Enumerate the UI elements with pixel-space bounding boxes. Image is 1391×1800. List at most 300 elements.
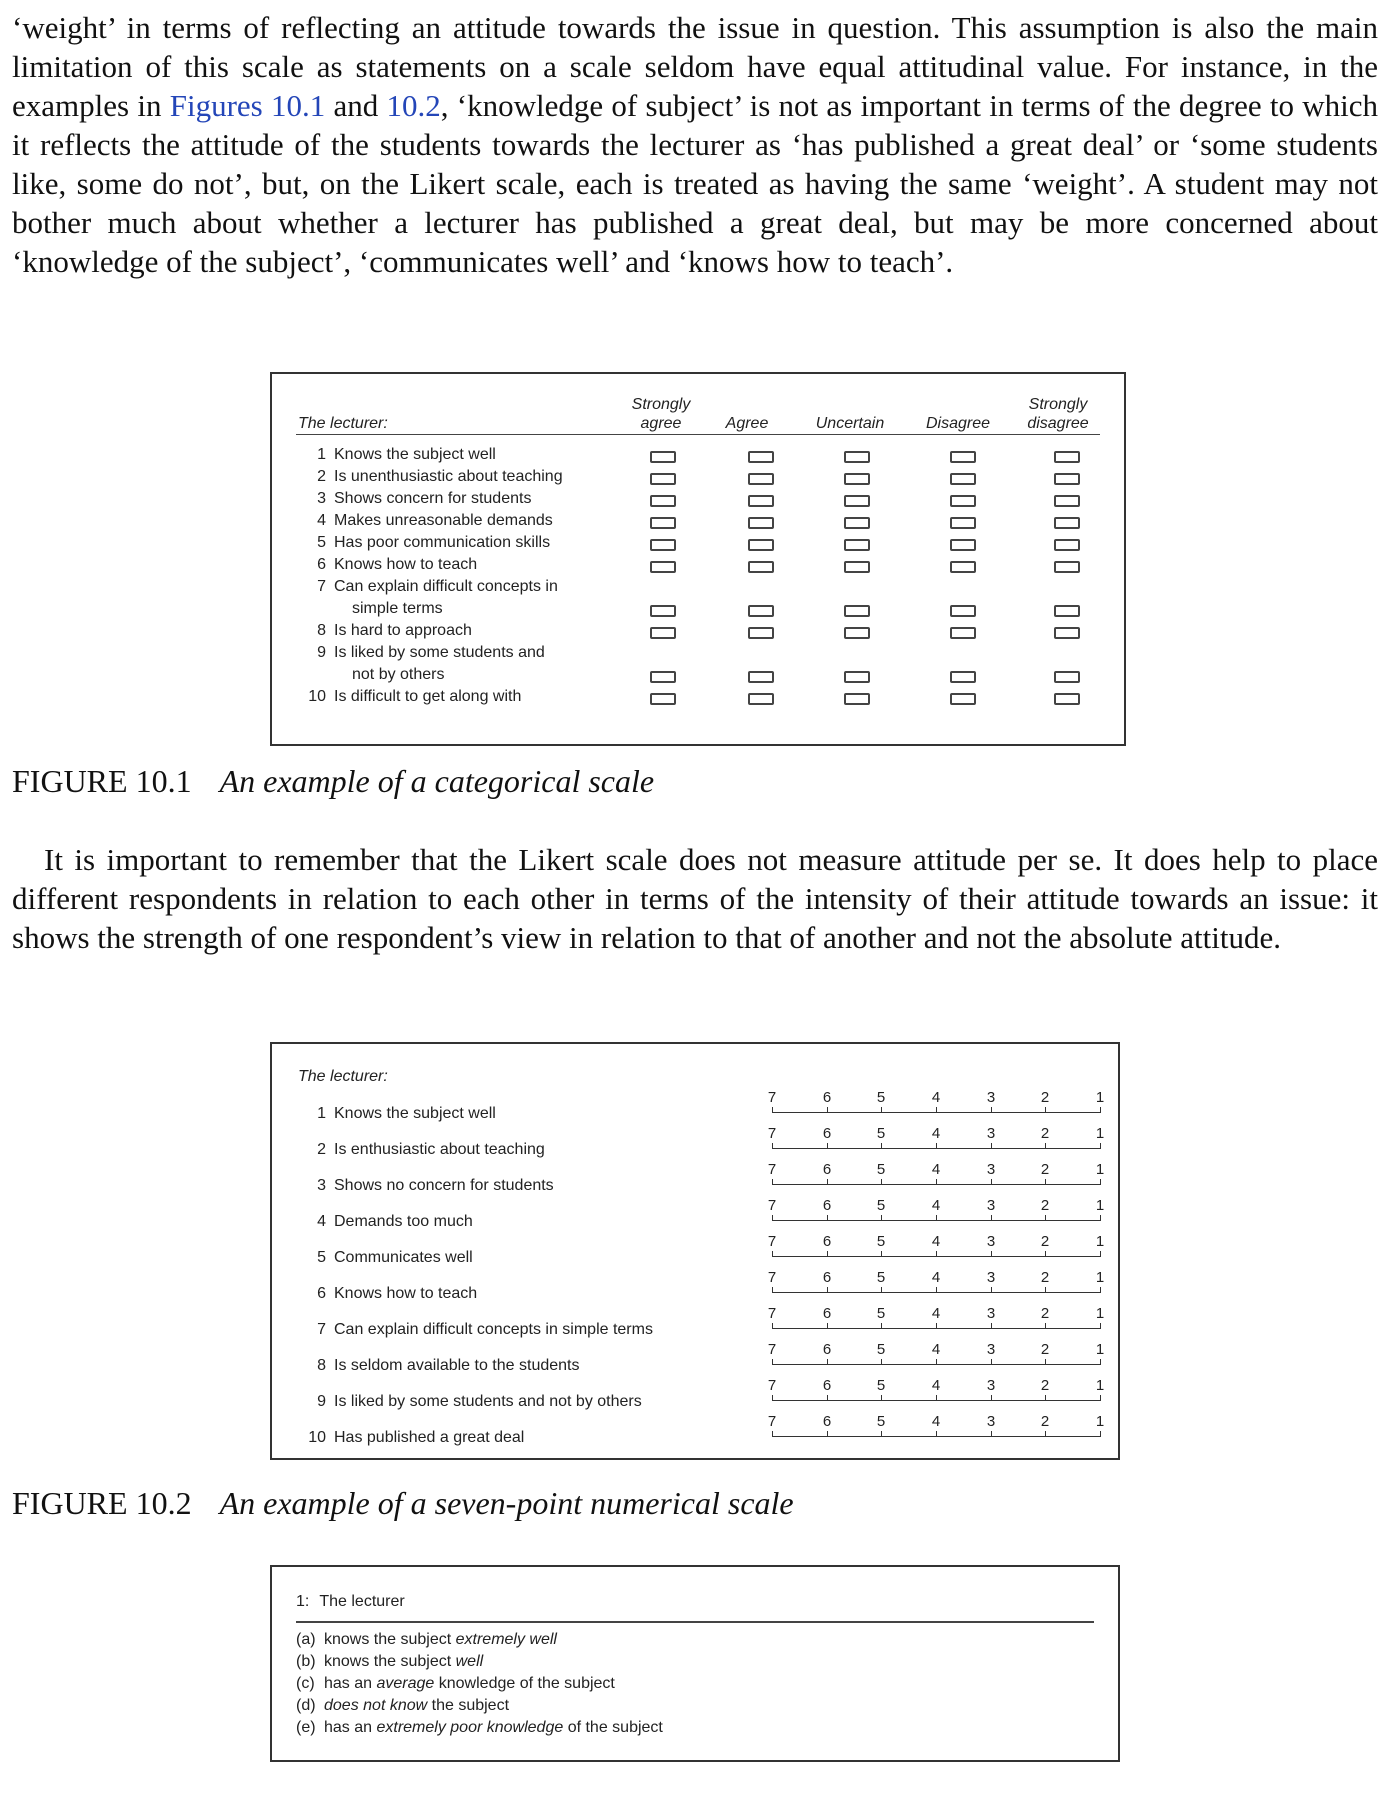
option-text: has an: [324, 1675, 377, 1692]
statement-text: Can explain difficult concepts in simple terms: [334, 1321, 653, 1338]
figure-multiple-choice-scale: [270, 1565, 1120, 1762]
statement-item: [304, 532, 550, 554]
statement-text: Is unenthusiastic about teaching: [334, 468, 563, 485]
statement-item: [304, 554, 477, 576]
scale-value-label: 3: [986, 1089, 996, 1106]
statement-text: Is hard to approach: [334, 622, 472, 639]
scale-value-label: 6: [822, 1089, 832, 1106]
rating-scale: [767, 1341, 1105, 1372]
scale-tick[interactable]: [991, 1251, 992, 1257]
answer-option[interactable]: [296, 1717, 663, 1739]
scale-value-label: 3: [986, 1161, 996, 1178]
scale-value-label: 7: [767, 1125, 777, 1142]
statement-number: 3: [317, 490, 326, 507]
scale-value-label: 1: [1095, 1305, 1105, 1322]
scale-tick[interactable]: [881, 1179, 882, 1185]
scale-value-label: 5: [876, 1089, 886, 1106]
scale-tick[interactable]: [1045, 1251, 1046, 1257]
statement-item: [304, 576, 558, 620]
response-checkbox[interactable]: [1054, 495, 1080, 507]
scale-tick[interactable]: [772, 1431, 773, 1437]
response-checkbox[interactable]: [950, 693, 976, 705]
scale-value-label: 7: [767, 1161, 777, 1178]
column-header: [611, 395, 711, 433]
rating-scale: [767, 1305, 1105, 1336]
scale-tick[interactable]: [772, 1395, 773, 1401]
statement-text: Has poor communication skills: [334, 534, 551, 551]
scale-tick[interactable]: [1045, 1215, 1046, 1221]
column-header-line2: Agree: [725, 415, 769, 432]
response-checkbox[interactable]: [1054, 451, 1080, 463]
statement-text: Is difficult to get along with: [334, 688, 522, 705]
rating-scale: [767, 1089, 1105, 1120]
scale-value-label: 5: [876, 1377, 886, 1394]
scale-tick[interactable]: [772, 1359, 773, 1365]
scale-tick[interactable]: [936, 1287, 937, 1293]
response-checkbox[interactable]: [748, 517, 774, 529]
scale-value-label: 1: [1095, 1233, 1105, 1250]
scale-value-label: 4: [931, 1341, 941, 1358]
scale-tick[interactable]: [1100, 1107, 1101, 1113]
scale-value-label: 6: [822, 1305, 832, 1322]
statement-number: 5: [317, 1249, 326, 1266]
option-text: knowledge of the subject: [434, 1675, 615, 1692]
option-text: has an: [324, 1719, 377, 1736]
scale-tick[interactable]: [881, 1287, 882, 1293]
scale-tick[interactable]: [991, 1215, 992, 1221]
response-checkbox[interactable]: [844, 671, 870, 683]
scale-tick[interactable]: [1100, 1143, 1101, 1149]
rating-scale: [767, 1269, 1105, 1300]
response-checkbox[interactable]: [1054, 627, 1080, 639]
scale-value-label: 6: [822, 1377, 832, 1394]
scale-value-label: 3: [986, 1377, 996, 1394]
rating-scale: [767, 1233, 1105, 1264]
statement-number: 4: [317, 512, 326, 529]
option-letter: (d): [296, 1697, 316, 1714]
scale-tick[interactable]: [881, 1395, 882, 1401]
scale-tick[interactable]: [881, 1215, 882, 1221]
statement-item: [304, 444, 496, 466]
scale-value-label: 1: [1095, 1161, 1105, 1178]
response-checkbox[interactable]: [950, 451, 976, 463]
scale-tick[interactable]: [772, 1323, 773, 1329]
statement-text: Knows the subject well: [334, 1105, 496, 1122]
response-checkbox[interactable]: [1054, 693, 1080, 705]
scale-value-label: 5: [876, 1305, 886, 1322]
response-checkbox[interactable]: [748, 671, 774, 683]
scale-value-label: 7: [767, 1197, 777, 1214]
scale-tick[interactable]: [827, 1251, 828, 1257]
rating-scale: [767, 1125, 1105, 1156]
scale-value-label: 3: [986, 1305, 996, 1322]
column-header-line1: Strongly: [1028, 396, 1088, 413]
response-checkbox[interactable]: [650, 605, 676, 617]
scale-value-label: 1: [1095, 1125, 1105, 1142]
statement-text: Knows how to teach: [334, 1285, 478, 1302]
scale-tick[interactable]: [1100, 1359, 1101, 1365]
scale-value-label: 2: [1040, 1125, 1050, 1142]
scale-value-label: 2: [1040, 1305, 1050, 1322]
scale-tick[interactable]: [991, 1143, 992, 1149]
figure-10-2-link[interactable]: 10.2: [386, 88, 441, 123]
response-checkbox[interactable]: [950, 627, 976, 639]
response-checkbox[interactable]: [844, 473, 870, 485]
scale-tick[interactable]: [1100, 1215, 1101, 1221]
column-header-line1: Strongly: [631, 396, 691, 413]
scale-value-label: 7: [767, 1233, 777, 1250]
response-checkbox[interactable]: [650, 495, 676, 507]
statement-text: Is seldom available to the students: [334, 1357, 580, 1374]
response-checkbox[interactable]: [748, 627, 774, 639]
statement-item: [304, 686, 521, 708]
scale-value-label: 3: [986, 1125, 996, 1142]
statement-text: Makes unreasonable demands: [334, 512, 553, 529]
response-checkbox[interactable]: [950, 473, 976, 485]
scale-value-label: 7: [767, 1377, 777, 1394]
scale-tick[interactable]: [1045, 1107, 1046, 1113]
scale-value-label: 3: [986, 1269, 996, 1286]
figure-10-1-caption: FIGURE 10.1 An example of a categorical scale: [12, 763, 655, 799]
response-checkbox[interactable]: [1054, 517, 1080, 529]
option-letter: (c): [296, 1675, 315, 1692]
statement-number: 6: [317, 1285, 326, 1302]
column-header: [1008, 395, 1108, 433]
scale-value-label: 6: [822, 1413, 832, 1430]
statement-number: 7: [317, 578, 326, 595]
statement-text: Demands too much: [334, 1213, 473, 1230]
scale-tick[interactable]: [1100, 1287, 1101, 1293]
scale-tick[interactable]: [827, 1395, 828, 1401]
statement-number: 2: [317, 1141, 326, 1158]
scale-value-label: 4: [931, 1089, 941, 1106]
scale-value-label: 4: [931, 1125, 941, 1142]
body-paragraph-2: It is important to remember that the Likert scale does not measure attitude per se. It does help to place different respondents in relation to each other in terms of the intensity of their attitude towards an issue: it shows the strength of one respondent’s view in relation to that of another and not the absolute attitude.: [12, 842, 1378, 955]
statement-item: [304, 1176, 554, 1196]
scale-tick[interactable]: [881, 1359, 882, 1365]
figure-10-1-link[interactable]: Figures 10.1: [169, 88, 326, 123]
scale-tick[interactable]: [827, 1323, 828, 1329]
response-checkbox[interactable]: [844, 693, 870, 705]
response-checkbox[interactable]: [950, 495, 976, 507]
question-heading: 1: The lecturer: [296, 1593, 405, 1610]
scale-value-label: 2: [1040, 1161, 1050, 1178]
option-text-emphasis: extremely well: [455, 1631, 557, 1648]
rating-scale: [767, 1413, 1105, 1444]
scale-tick[interactable]: [1045, 1143, 1046, 1149]
statement-number: 9: [317, 1393, 326, 1410]
response-checkbox[interactable]: [844, 627, 870, 639]
scale-value-label: 6: [822, 1233, 832, 1250]
scale-tick[interactable]: [991, 1179, 992, 1185]
scale-tick[interactable]: [1045, 1287, 1046, 1293]
response-checkbox[interactable]: [844, 561, 870, 573]
response-checkbox[interactable]: [950, 561, 976, 573]
response-checkbox[interactable]: [950, 517, 976, 529]
statement-text: Knows the subject well: [334, 446, 496, 463]
scale-tick[interactable]: [827, 1431, 828, 1437]
scale-tick[interactable]: [936, 1179, 937, 1185]
scale-tick[interactable]: [827, 1107, 828, 1113]
rating-scale: [767, 1161, 1105, 1192]
statement-text: Has published a great deal: [334, 1429, 525, 1446]
column-header-line2: disagree: [1027, 415, 1089, 432]
scale-tick[interactable]: [881, 1323, 882, 1329]
response-checkbox[interactable]: [650, 539, 676, 551]
response-checkbox[interactable]: [650, 627, 676, 639]
response-checkbox[interactable]: [950, 671, 976, 683]
scale-value-label: 6: [822, 1269, 832, 1286]
statement-text: Can explain difficult concepts in: [334, 578, 558, 595]
response-checkbox[interactable]: [844, 605, 870, 617]
scale-tick[interactable]: [772, 1215, 773, 1221]
scale-tick[interactable]: [991, 1431, 992, 1437]
column-header-line1: [697, 395, 797, 414]
scale-value-label: 6: [822, 1161, 832, 1178]
body-paragraph-1: ‘weight’ in terms of reflecting an attitude towards the issue in question. This assumption is also the main limitation of this scale as statements on a scale seldom have equal attitudinal value. For instance, in the examples in Figures 10.1 and 10.2, ‘knowledge of subject’ is not as important in terms of the degree to which it reflects the attitude of the students towards the lecturer as ‘has published a great deal’ or ‘some students like, some do not’, but, on the Likert scale, each is treated as having the same ‘weight’. A student may not bother much about whether a lecturer has published a great deal, but may be more concerned about ‘knowledge of the subject’, ‘communicates well’ and ‘knows how to teach’.: [12, 10, 1379, 279]
response-checkbox[interactable]: [844, 517, 870, 529]
scale-value-label: 5: [876, 1197, 886, 1214]
scale-value-label: 5: [876, 1125, 886, 1142]
scale-value-label: 4: [931, 1377, 941, 1394]
scale-value-label: 4: [931, 1233, 941, 1250]
scale-tick[interactable]: [1100, 1395, 1101, 1401]
scale-value-label: 1: [1095, 1089, 1105, 1106]
scale-tick[interactable]: [827, 1179, 828, 1185]
statement-number: 10: [308, 688, 326, 705]
statement-number: 6: [317, 556, 326, 573]
column-header-line2: agree: [640, 415, 682, 432]
header-rule: [296, 434, 1100, 435]
response-checkbox[interactable]: [650, 517, 676, 529]
statement-item: [304, 1428, 524, 1448]
scale-tick[interactable]: [936, 1323, 937, 1329]
scale-value-label: 6: [822, 1341, 832, 1358]
response-checkbox[interactable]: [650, 671, 676, 683]
option-text-emphasis: average: [376, 1675, 435, 1692]
column-header: [800, 395, 900, 433]
scale-tick[interactable]: [772, 1287, 773, 1293]
scale-tick[interactable]: [936, 1359, 937, 1365]
response-checkbox[interactable]: [748, 605, 774, 617]
response-checkbox[interactable]: [650, 561, 676, 573]
scale-value-label: 3: [986, 1233, 996, 1250]
rating-scale: [767, 1377, 1105, 1408]
scale-value-label: 7: [767, 1269, 777, 1286]
scale-value-label: 2: [1040, 1413, 1050, 1430]
scale-value-label: 1: [1095, 1377, 1105, 1394]
response-checkbox[interactable]: [844, 495, 870, 507]
scale-value-label: 6: [822, 1125, 832, 1142]
column-header-line1: [800, 395, 900, 414]
scale-tick[interactable]: [991, 1395, 992, 1401]
scale-value-label: 3: [986, 1197, 996, 1214]
scale-tick[interactable]: [772, 1179, 773, 1185]
response-checkbox[interactable]: [748, 539, 774, 551]
scale-tick[interactable]: [881, 1107, 882, 1113]
statement-number: 4: [317, 1213, 326, 1230]
statement-text: Shows concern for students: [334, 490, 532, 507]
statement-text: Is liked by some students and not by others: [334, 1393, 642, 1410]
scale-tick[interactable]: [827, 1215, 828, 1221]
statement-number: 8: [317, 622, 326, 639]
figure-10-1-categorical-scale: [270, 372, 1126, 746]
response-checkbox[interactable]: [748, 495, 774, 507]
scale-tick[interactable]: [991, 1287, 992, 1293]
response-checkbox[interactable]: [748, 561, 774, 573]
scale-tick[interactable]: [936, 1251, 937, 1257]
statement-item: [304, 1356, 579, 1376]
scale-tick[interactable]: [1045, 1179, 1046, 1185]
scale-value-label: 2: [1040, 1377, 1050, 1394]
scale-tick[interactable]: [1100, 1323, 1101, 1329]
statement-number: 1: [317, 1105, 326, 1122]
scale-value-label: 1: [1095, 1197, 1105, 1214]
response-checkbox[interactable]: [1054, 605, 1080, 617]
answer-option[interactable]: [296, 1651, 483, 1673]
scale-value-label: 4: [931, 1197, 941, 1214]
option-text: the subject: [427, 1697, 510, 1714]
scale-tick[interactable]: [1100, 1431, 1101, 1437]
column-header-line2: Uncertain: [815, 415, 885, 432]
scale-value-label: 1: [1095, 1269, 1105, 1286]
scale-tick[interactable]: [881, 1143, 882, 1149]
scale-tick[interactable]: [827, 1359, 828, 1365]
option-text: knows the subject: [324, 1653, 456, 1670]
column-header-line2: Disagree: [925, 415, 991, 432]
statement-number: 1: [317, 446, 326, 463]
scale-value-label: 5: [876, 1161, 886, 1178]
answer-option[interactable]: [296, 1673, 615, 1695]
scale-tick[interactable]: [991, 1107, 992, 1113]
statement-text: Shows no concern for students: [334, 1177, 554, 1194]
scale-value-label: 2: [1040, 1089, 1050, 1106]
rating-scale: [767, 1197, 1105, 1228]
scale-tick[interactable]: [827, 1287, 828, 1293]
response-checkbox[interactable]: [748, 451, 774, 463]
scale-tick[interactable]: [936, 1107, 937, 1113]
statement-item: [304, 1104, 496, 1124]
scale-tick[interactable]: [991, 1359, 992, 1365]
scale-tick[interactable]: [1045, 1323, 1046, 1329]
scale-value-label: 4: [931, 1305, 941, 1322]
statement-item: [304, 510, 553, 532]
statement-item: [304, 642, 545, 686]
response-checkbox[interactable]: [1054, 671, 1080, 683]
option-letter: (a): [296, 1631, 316, 1648]
option-text-emphasis: extremely poor knowledge: [376, 1719, 564, 1736]
statement-text: Communicates well: [334, 1249, 473, 1266]
statement-number: 8: [317, 1357, 326, 1374]
scale-tick[interactable]: [991, 1323, 992, 1329]
scale-tick[interactable]: [936, 1143, 937, 1149]
scale-tick[interactable]: [772, 1107, 773, 1113]
figure-10-2-numerical-scale: [270, 1042, 1120, 1460]
answer-option[interactable]: [296, 1695, 509, 1717]
scale-tick[interactable]: [1045, 1395, 1046, 1401]
response-checkbox[interactable]: [844, 539, 870, 551]
scale-value-label: 3: [986, 1341, 996, 1358]
response-checkbox[interactable]: [844, 451, 870, 463]
scale-value-label: 5: [876, 1233, 886, 1250]
scale-value-label: 1: [1095, 1341, 1105, 1358]
scale-tick[interactable]: [1100, 1251, 1101, 1257]
statement-text: Knows how to teach: [334, 556, 478, 573]
scale-tick[interactable]: [936, 1215, 937, 1221]
response-checkbox[interactable]: [650, 693, 676, 705]
scale-value-label: 4: [931, 1269, 941, 1286]
statement-number: 7: [317, 1321, 326, 1338]
scale-tick[interactable]: [827, 1143, 828, 1149]
option-letter: (b): [296, 1653, 316, 1670]
option-text-emphasis: well: [455, 1653, 484, 1670]
option-text: of the subject: [563, 1719, 663, 1736]
statement-text-continued: not by others: [352, 666, 445, 683]
statement-item: [304, 488, 531, 510]
response-checkbox[interactable]: [1054, 473, 1080, 485]
response-checkbox[interactable]: [1054, 561, 1080, 573]
option-text-emphasis: does not know: [324, 1697, 428, 1714]
scale-tick[interactable]: [772, 1143, 773, 1149]
response-checkbox[interactable]: [950, 605, 976, 617]
scale-value-label: 6: [822, 1197, 832, 1214]
response-checkbox[interactable]: [748, 473, 774, 485]
scale-value-label: 5: [876, 1341, 886, 1358]
option-letter: (e): [296, 1719, 316, 1736]
statement-item: [304, 1248, 473, 1268]
statement-number: 5: [317, 534, 326, 551]
response-checkbox[interactable]: [1054, 539, 1080, 551]
answer-option[interactable]: [296, 1629, 557, 1651]
scale-tick[interactable]: [881, 1251, 882, 1257]
statement-number: 2: [317, 468, 326, 485]
scale-tick[interactable]: [936, 1395, 937, 1401]
scale-value-label: 7: [767, 1089, 777, 1106]
scale-value-label: 5: [876, 1269, 886, 1286]
lecturer-label: The lecturer:: [298, 415, 388, 432]
statement-text-continued: simple terms: [352, 600, 443, 617]
statement-number: 9: [317, 644, 326, 661]
response-checkbox[interactable]: [650, 451, 676, 463]
scale-value-label: 4: [931, 1161, 941, 1178]
scale-tick[interactable]: [936, 1431, 937, 1437]
scale-tick[interactable]: [1045, 1431, 1046, 1437]
statement-number: 3: [317, 1177, 326, 1194]
scale-value-label: 1: [1095, 1413, 1105, 1430]
question-divider: [296, 1621, 1094, 1623]
response-checkbox[interactable]: [748, 693, 774, 705]
statement-item: [304, 620, 472, 642]
scale-value-label: 2: [1040, 1233, 1050, 1250]
scale-tick[interactable]: [881, 1431, 882, 1437]
response-checkbox[interactable]: [650, 473, 676, 485]
scale-value-label: 7: [767, 1341, 777, 1358]
scale-value-label: 3: [986, 1413, 996, 1430]
scale-tick[interactable]: [772, 1251, 773, 1257]
lecturer-label: The lecturer:: [298, 1068, 388, 1085]
scale-tick[interactable]: [1045, 1359, 1046, 1365]
column-header-line1: [908, 395, 1008, 414]
scale-value-label: 5: [876, 1413, 886, 1430]
column-header: [697, 395, 797, 433]
figure-10-2-caption: FIGURE 10.2 An example of a seven-point numerical scale: [12, 1485, 794, 1521]
scale-tick[interactable]: [1100, 1179, 1101, 1185]
statement-item: [304, 1392, 642, 1412]
column-header: [908, 395, 1008, 433]
scale-value-label: 2: [1040, 1269, 1050, 1286]
statement-item: [304, 1212, 473, 1232]
response-checkbox[interactable]: [950, 539, 976, 551]
